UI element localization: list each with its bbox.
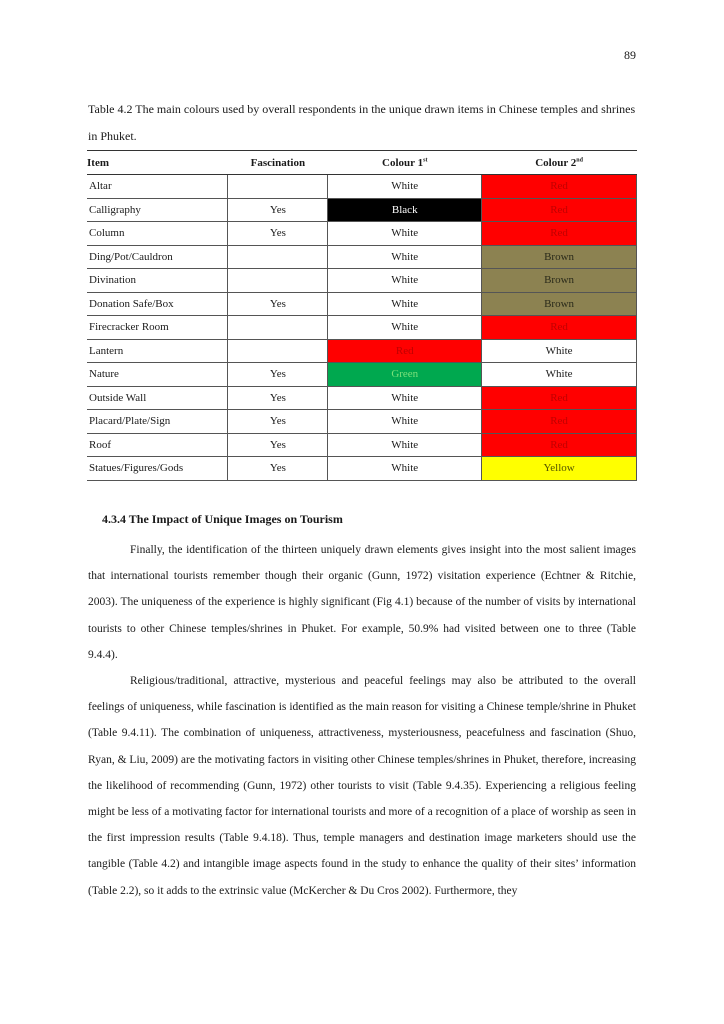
colour-1-cell: White — [328, 269, 482, 293]
fascination-cell: Yes — [228, 198, 328, 222]
colour-2-cell: Red — [482, 316, 637, 340]
fascination-cell — [228, 316, 328, 340]
table-row — [87, 433, 637, 457]
fascination-cell: Yes — [228, 410, 328, 434]
colour-2-cell: Red — [482, 410, 637, 434]
header-colour-1: Colour 1st — [328, 151, 482, 175]
paragraph: Finally, the identification of the thirteen uniquely drawn elements gives insight into the most salient images that international tourists remember though their organic (Gunn, 1972) visitation experience (Echtner & Ritchie, 2003). The uniqueness of the experience is highly significant (Fig 4.1) because of the number of visits by international tourists to other Chinese temples/shrines in Phuket. For example, 50.9% had visited between one to three (Table 9.4.4). — [88, 544, 636, 661]
colour-2-cell: Red — [482, 433, 637, 457]
body-text — [88, 537, 636, 904]
colour-2-cell: White — [482, 363, 637, 387]
colour-1-cell: White — [328, 433, 482, 457]
section-heading: 4.3.4 The Impact of Unique Images on Tourism — [102, 512, 343, 526]
item-cell: Statues/Figures/Gods — [87, 457, 228, 481]
fascination-cell — [228, 339, 328, 363]
item-cell: Divination — [87, 269, 228, 293]
table-row — [87, 363, 637, 387]
fascination-cell: Yes — [228, 222, 328, 246]
item-cell: Placard/Plate/Sign — [87, 410, 228, 434]
fascination-cell: Yes — [228, 363, 328, 387]
colour-1-cell: White — [328, 457, 482, 481]
fascination-cell — [228, 245, 328, 269]
colour-1-cell: White — [328, 245, 482, 269]
colour-table — [87, 150, 637, 481]
paragraph: Religious/traditional, attractive, mysterious and peaceful feelings may also be attributed to the overall feelings of uniqueness, while fascination is identified as the main reason for visiting a Chinese temple/shrine in Phuket (Table 9.4.11). The combination of uniqueness, attractiveness, mysteriousness, peacefulness and fascination (Shuo, Ryan, & Liu, 2009) are the motivating factors in visiting other Chinese temples/shrines in Phuket, therefore, increasing the likelihood of recommending (Gunn, 1972) other tourists to visit (Table 9.4.35). Experiencing a religious feeling might be less of a motivating factor for international tourists and more of a recognition of a place of worship as seen in the first impression results (Table 9.4.18). Thus, temple managers and destination image marketers should use the tangible (Table 4.2) and intangible image aspects found in the study to enhance the quality of their sites’ information (Table 2.2), so it adds to the extrinsic value (McKercher & Du Cros 2002). Furthermore, they — [88, 675, 636, 897]
table-row — [87, 316, 637, 340]
colour-1-cell: Red — [328, 339, 482, 363]
item-cell: Nature — [87, 363, 228, 387]
colour-2-cell: Brown — [482, 292, 637, 316]
colour-1-cell: White — [328, 316, 482, 340]
item-cell: Roof — [87, 433, 228, 457]
colour-1-cell: White — [328, 175, 482, 199]
header-fascination: Fascination — [228, 151, 328, 175]
fascination-cell — [228, 175, 328, 199]
table-row — [87, 245, 637, 269]
table-row — [87, 269, 637, 293]
page-number: 89 — [624, 48, 636, 62]
table-row — [87, 292, 637, 316]
header-item: Item — [87, 151, 228, 175]
item-cell: Ding/Pot/Cauldron — [87, 245, 228, 269]
colour-2-cell: Brown — [482, 245, 637, 269]
colour-2-cell: Red — [482, 386, 637, 410]
colour-1-cell: Green — [328, 363, 482, 387]
table-header-row — [87, 151, 637, 175]
table-caption: Table 4.2 The main colours used by overall respondents in the unique drawn items in Chinese temples and shrines in Phuket. — [88, 102, 636, 143]
fascination-cell: Yes — [228, 292, 328, 316]
item-cell: Outside Wall — [87, 386, 228, 410]
item-cell: Calligraphy — [87, 198, 228, 222]
colour-1-cell: White — [328, 386, 482, 410]
colour-1-cell: White — [328, 410, 482, 434]
header-colour-2: Colour 2nd — [482, 151, 637, 175]
table-row — [87, 339, 637, 363]
table-row — [87, 386, 637, 410]
colour-2-cell: Red — [482, 198, 637, 222]
colour-2-cell: Red — [482, 222, 637, 246]
fascination-cell: Yes — [228, 457, 328, 481]
item-cell: Altar — [87, 175, 228, 199]
fascination-cell: Yes — [228, 386, 328, 410]
fascination-cell — [228, 269, 328, 293]
table-row — [87, 198, 637, 222]
item-cell: Lantern — [87, 339, 228, 363]
item-cell: Donation Safe/Box — [87, 292, 228, 316]
table-row — [87, 457, 637, 481]
colour-2-cell: White — [482, 339, 637, 363]
table-row — [87, 410, 637, 434]
colour-2-cell: Yellow — [482, 457, 637, 481]
colour-1-cell: White — [328, 222, 482, 246]
fascination-cell: Yes — [228, 433, 328, 457]
item-cell: Firecracker Room — [87, 316, 228, 340]
colour-1-cell: White — [328, 292, 482, 316]
table-row — [87, 222, 637, 246]
table-row — [87, 175, 637, 199]
item-cell: Column — [87, 222, 228, 246]
colour-2-cell: Red — [482, 175, 637, 199]
colour-2-cell: Brown — [482, 269, 637, 293]
colour-1-cell: Black — [328, 198, 482, 222]
